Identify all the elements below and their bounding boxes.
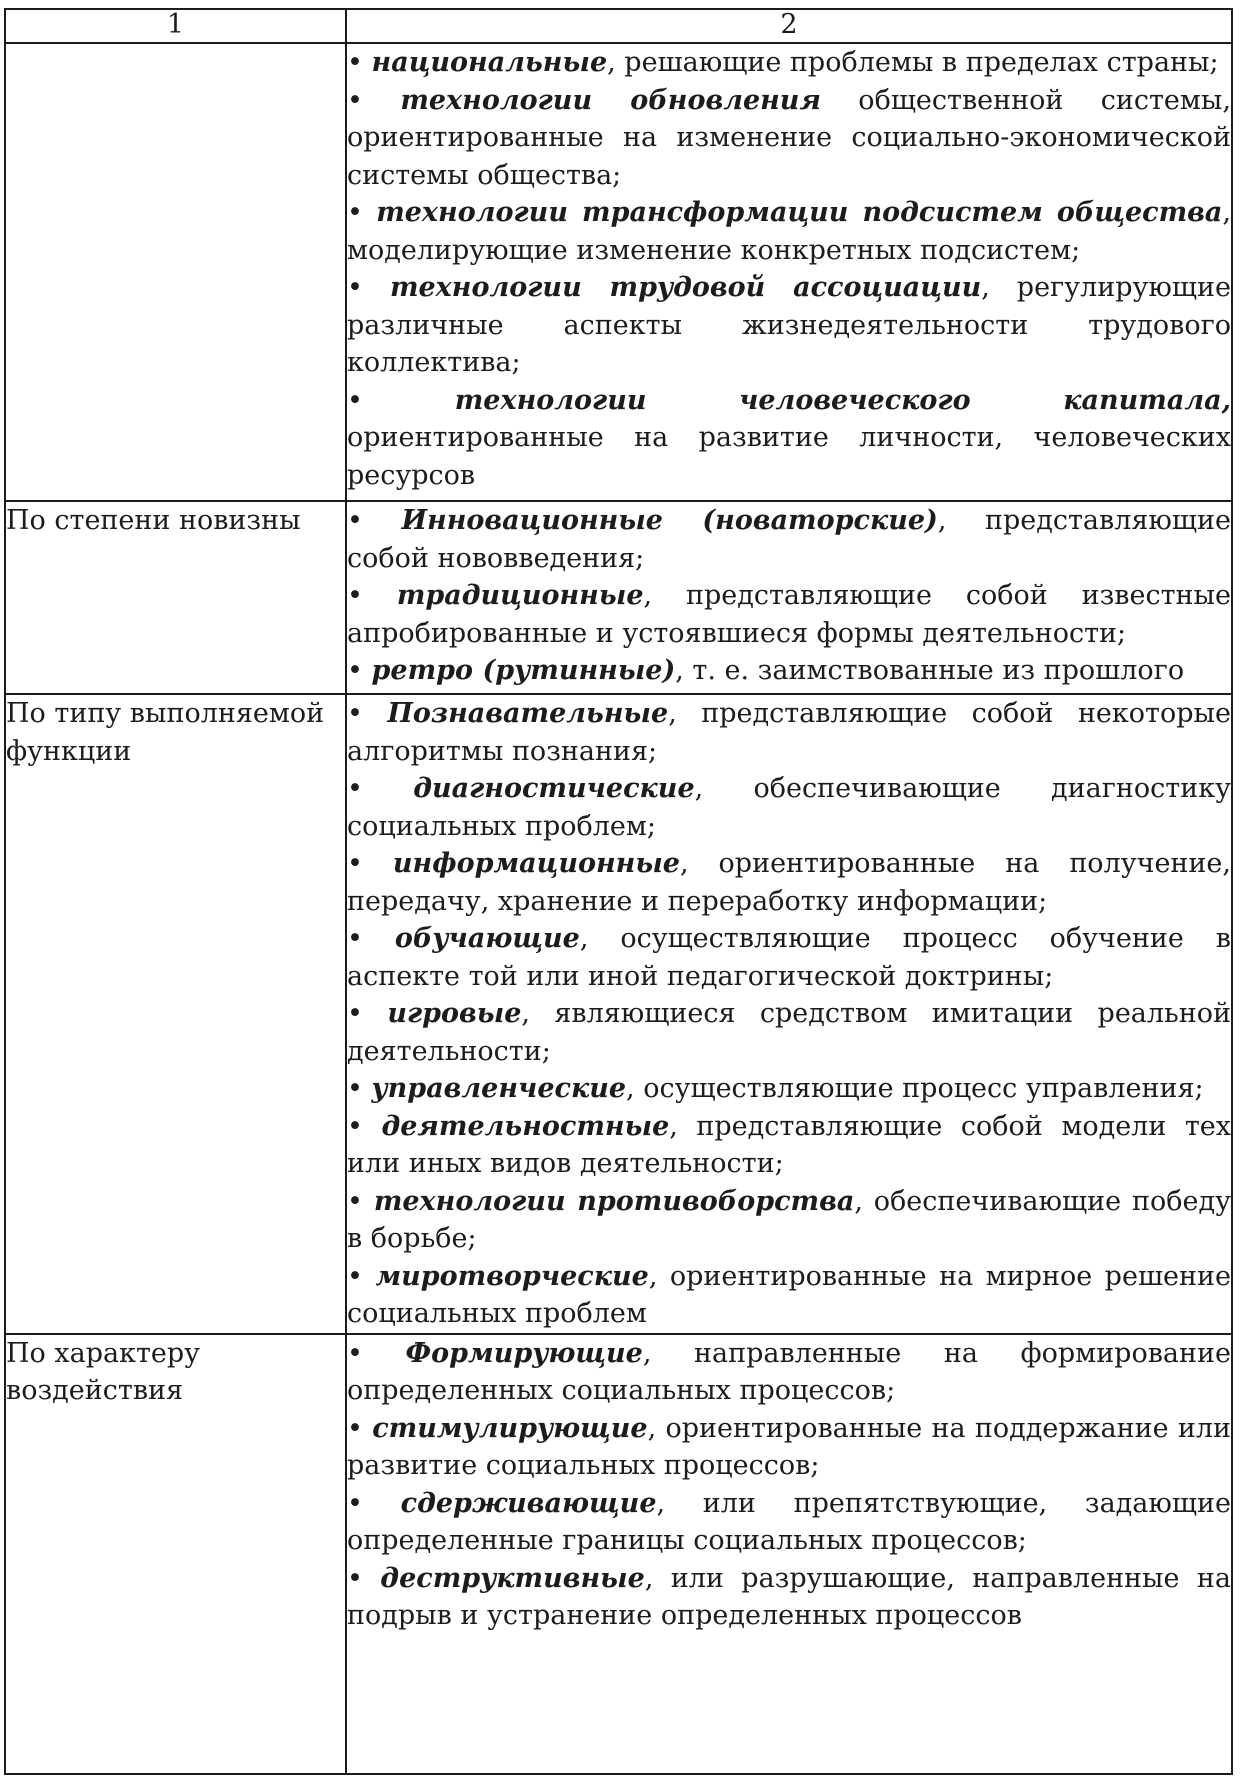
item-description: , осуществляющие процесс управления; <box>626 1073 1204 1104</box>
column-header-2: 2 <box>346 9 1232 43</box>
list-item <box>347 269 1231 382</box>
item-term: Формирующие <box>405 1337 643 1369</box>
items-cell <box>346 501 1232 694</box>
item-term: миротворческие <box>375 1260 649 1292</box>
list-item <box>347 845 1231 920</box>
bullet-icon: • <box>347 998 363 1029</box>
item-description: , т. е. заимствованные из прошлого <box>675 655 1185 686</box>
item-description: , ориентированные на получение, передачу, хранение и переработку информации; <box>347 848 1231 917</box>
item-description: , направленные на формирование определенных социальных процессов; <box>347 1337 1231 1406</box>
bullet-icon: • <box>347 1110 363 1142</box>
item-term: стимулирующие <box>372 1412 648 1444</box>
category-label: По степени новизны <box>6 505 301 536</box>
list-item <box>347 1410 1231 1485</box>
item-term: управленческие <box>371 1073 627 1104</box>
column-header-1: 1 <box>5 9 346 43</box>
list-item <box>347 1485 1231 1560</box>
item-term: технологии трансформации подсистем общества <box>376 197 1223 228</box>
bullet-icon: • <box>347 698 363 729</box>
list-item <box>347 502 1231 577</box>
item-term: Познавательные <box>387 698 669 729</box>
list-item <box>347 1335 1231 1410</box>
bullet-icon: • <box>347 47 363 78</box>
item-description: , обеспечивающие диагностику социальных проблем; <box>347 773 1231 842</box>
item-term: игровые <box>387 998 522 1029</box>
bullet-icon: • <box>347 773 363 804</box>
bullet-icon: • <box>347 1337 363 1369</box>
list-item <box>347 995 1231 1070</box>
classification-table <box>4 8 1233 1775</box>
item-description: , моделирующие изменение конкретных подсистем; <box>347 197 1231 266</box>
category-cell <box>5 43 346 501</box>
bullet-icon: • <box>347 505 363 536</box>
category-cell <box>5 501 346 694</box>
list-item <box>347 194 1231 269</box>
list-item <box>347 920 1231 995</box>
list-item <box>347 1070 1231 1108</box>
item-term: технологии обновления <box>400 84 821 116</box>
list-item <box>347 770 1231 845</box>
list-item <box>347 82 1231 195</box>
list-item <box>347 382 1231 495</box>
item-description: , представляющие собой известные апробированные и устоявшиеся формы деятельности; <box>347 580 1231 649</box>
bullet-icon: • <box>347 1487 363 1519</box>
item-description: общественной системы, ориентированные на изменение социально-экономической системы общества; <box>347 84 1231 191</box>
bullet-icon: • <box>347 197 363 228</box>
item-description: , представляющие собой некоторые алгоритмы познания; <box>347 698 1231 767</box>
item-term: ретро (рутинные) <box>371 655 676 686</box>
item-description: , представляющие собой модели тех или иных видов деятельности; <box>347 1110 1231 1179</box>
table-row <box>5 43 1232 501</box>
bullet-icon: • <box>347 923 363 954</box>
list-item <box>347 1258 1231 1333</box>
list-item <box>347 1560 1231 1635</box>
bullet-icon: • <box>347 655 363 686</box>
items-cell <box>346 1334 1232 1774</box>
table-row <box>5 694 1232 1334</box>
item-term: деструктивные <box>380 1562 645 1594</box>
list-item <box>347 1183 1231 1258</box>
bullet-icon: • <box>347 84 363 116</box>
item-term: обучающие <box>394 923 580 954</box>
item-description: ориентированные на развитие личности, человеческих ресурсов <box>347 422 1231 491</box>
category-cell <box>5 1334 346 1774</box>
bullet-icon: • <box>347 580 363 611</box>
item-term: технологии человеческого капитала, <box>454 384 1231 416</box>
item-term: деятельностные <box>381 1110 670 1142</box>
bullet-icon: • <box>347 1185 363 1217</box>
item-term: сдерживающие <box>400 1487 657 1519</box>
bullet-icon: • <box>347 848 363 879</box>
item-term: диагностические <box>413 773 695 804</box>
item-description: , или разрушающие, направленные на подрыв и устранение определенных процессов <box>347 1562 1231 1631</box>
table-row <box>5 501 1232 694</box>
bullet-icon: • <box>347 1562 363 1594</box>
item-term: технологии противоборства <box>373 1185 855 1217</box>
item-description: , ориентированные на поддержание или развитие социальных процессов; <box>347 1412 1231 1481</box>
items-cell <box>346 43 1232 501</box>
table-header-row <box>5 9 1232 43</box>
category-label: По типу выполняемой функции <box>6 698 325 767</box>
item-description: , являющиеся средством имитации реальной деятельности; <box>347 998 1231 1067</box>
list-item <box>347 652 1231 690</box>
item-term: Инновационные (новаторские) <box>401 505 938 536</box>
bullet-icon: • <box>347 1073 363 1104</box>
table-row <box>5 1334 1232 1774</box>
bullet-icon: • <box>347 1260 363 1292</box>
item-term: информационные <box>392 848 680 879</box>
item-description: , ориентированные на мирное решение социальных проблем <box>347 1260 1231 1329</box>
item-description: , представляющие собой нововведения; <box>347 505 1231 574</box>
list-item <box>347 1108 1231 1183</box>
category-cell <box>5 694 346 1334</box>
bullet-icon: • <box>347 272 363 303</box>
category-label: По характеру воздействия <box>6 1337 201 1406</box>
list-item <box>347 577 1231 652</box>
item-description: , решающие проблемы в пределах страны; <box>607 47 1219 78</box>
item-term: традиционные <box>396 580 644 611</box>
bullet-icon: • <box>347 384 363 416</box>
item-description: , или препятствующие, задающие определенные границы социальных процессов; <box>347 1487 1231 1556</box>
list-item <box>347 695 1231 770</box>
item-term: технологии трудовой ассоциации <box>389 272 982 303</box>
items-cell <box>346 694 1232 1334</box>
item-term: национальные <box>371 47 608 78</box>
table-body <box>5 43 1232 1774</box>
item-description: , обеспечивающие победу в борьбе; <box>347 1185 1231 1254</box>
item-description: , осуществляющие процесс обучение в аспекте той или иной педагогической доктрины; <box>347 923 1231 992</box>
item-description: , регулирующие различные аспекты жизнедеятельности трудового коллектива; <box>347 272 1231 378</box>
list-item <box>347 44 1231 82</box>
bullet-icon: • <box>347 1412 363 1444</box>
